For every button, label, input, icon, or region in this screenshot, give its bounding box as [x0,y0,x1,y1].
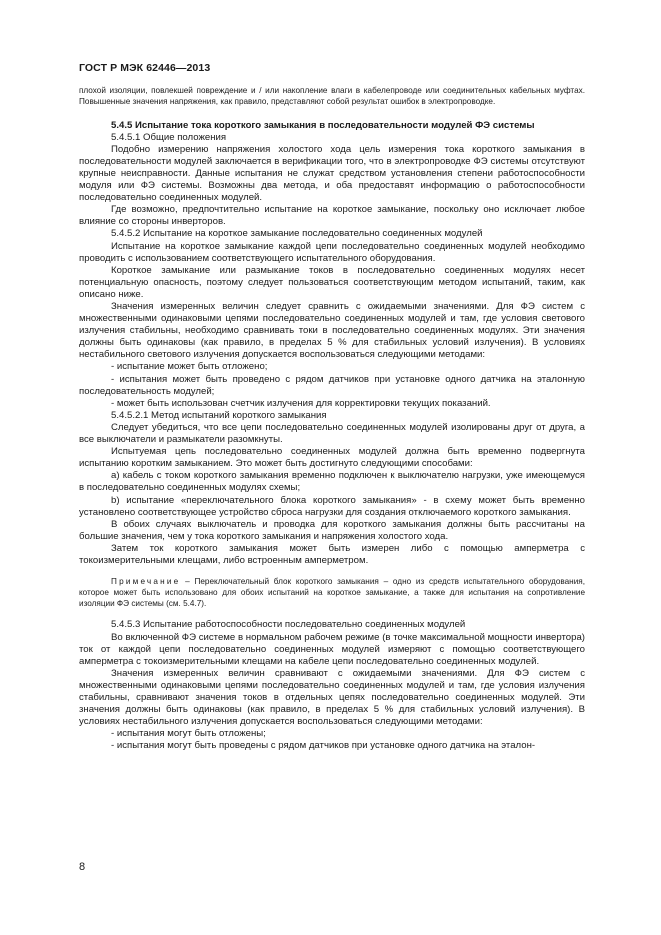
intro-paragraph: плохой изоляции, повлекшей повреждение и / или накопление влаги в кабелепроводе или соединительных кабельных муфтах. Повышенные значения напряжения, как правило, представляют собой результат ошибок в электропроводке. [79,86,585,106]
paragraph: В обоих случаях выключатель и проводка для короткого замыкания должны быть рассчитаны на большие значения, чем у тока короткого замыкания и напряжения холостого хода. [79,518,585,542]
list-item: - испытания может быть проведено с рядом датчиков при установке одного датчика на эталонную последовательность модулей; [79,373,585,397]
list-item-a: а) кабель с током короткого замыкания временно подключен к выключателю нагрузки, уже имеющемуся в последовательно соединенных модулях схемы; [79,470,585,494]
list-item: - испытания могут быть отложены; [111,728,266,740]
paragraph: Короткое замыкание или размыкание токов в последовательно соединенных модулях несет потенциальную опасность, поэтому следует пользоваться соответствующим методом испытаний, таким, как описано ниже. [79,264,585,300]
paragraph: Испытуемая цепь последовательно соединенных модулей должна быть временно подвергнута испытанию коротким замыканием. Это может быть достигнуто следующими способами: [79,446,585,470]
subsection-heading-5-4-5-2: 5.4.5.2 Испытание на короткое замыкание последовательно соединенных модулей [111,228,483,240]
note [79,577,585,609]
subsection-heading-5-4-5-3: 5.4.5.3 Испытание работоспособности последовательно соединенных модулей [111,619,466,631]
document-header: ГОСТ Р МЭК 62446—2013 [79,62,211,74]
list-item: - может быть использован счетчик излучения для корректировки текущих показаний. [111,397,491,409]
paragraph: Во включенной ФЭ системе в нормальном рабочем режиме (в точке максимальной мощности инвертора) ток от каждой цепи последовательно соединенных модулей измеряют с помощью соответствующего амперметра с токоизмерительными клещами на кабеле цепи последовательно соединенных модулей. [79,631,585,667]
list-item: - испытание может быть отложено; [111,361,268,373]
paragraph: Значения измеренных величин сравнивают с ожидаемыми значениями. Для ФЭ систем с множественными одинаковыми цепями последовательно соединенных модулей и там, где условия излучения стабильны, сравнивают значения токов в отдельных цепях последовательно соединенных модулей. Эти значения должны быть одинаковы (как правило, в пределах 5 % для стабильных условий излучения). В условиях нестабильного излучения допускается воспользоваться следующими методами: [79,667,585,728]
note-text: – Переключательный блок короткого замыкания – одно из средств испытательного оборудования, которое может быть использовано для обоих испытаний на короткое замыкание, а также для испытания на сопротивление изоляции ФЭ системы (см. 5.4.7). [79,577,585,608]
paragraph: Испытание на короткое замыкание каждой цепи последовательно соединенных модулей необходимо проводить с использованием соответствующего испытательного оборудования. [79,240,585,264]
subsection-heading-5-4-5-1: 5.4.5.1 Общие положения [111,131,227,143]
paragraph: Значения измеренных величин следует сравнить с ожидаемыми значениями. Для ФЭ систем с множественными одинаковыми цепями последовательно соединенных модулей и там, где условия светового излучения стабильны, необходимо сравнивать токи в последовательно соединенных модулях. Эти значения должны быть одинаковы (как правило, в пределах 5 % для стабильных условий излучения). В условиях нестабильного светового излучения допускается воспользоваться следующими методами: [79,301,585,361]
note-label: Примечание [111,577,181,587]
list-item-b: b) испытание «переключательного блока короткого замыкания» - в схему может быть временно установлено соответствующее устройство сброса нагрузки для создания отключаемого короткого замыкания. [79,494,585,518]
page-body [79,86,585,752]
paragraph: Следует убедиться, что все цепи последовательно соединенных модулей изолированы друг от друга, а все выключатели и размыкатели разомкнуты. [79,421,585,446]
subsection-heading-5-4-5-2-1: 5.4.5.2.1 Метод испытаний короткого замыкания [111,409,327,421]
list-item: - испытания могут быть проведены с рядом датчиков при установке одного датчика на эталон- [111,740,536,752]
page-number: 8 [79,861,86,873]
section-heading-5-4-5: 5.4.5 Испытание тока короткого замыкания в последовательности модулей ФЭ системы [111,119,535,131]
paragraph: Подобно измерению напряжения холостого хода цель измерения тока короткого замыкания в последовательности модулей заключается в верификации того, что в электропроводке ФЭ системы отсутствуют крупные неисправности. Данные испытания не служат средством установления степени работоспособности модуля или ФЭ системы. Возможны два метода, и оба предоставят информацию о работоспособности последовательно соединенных модулей. [79,143,585,204]
paragraph: Где возможно, предпочтительно испытание на короткое замыкание, поскольку оно исключает любое влияние со стороны инверторов. [79,204,585,228]
paragraph: Затем ток короткого замыкания может быть измерен либо с помощью амперметра с токоизмерительными клещами, либо встроенным амперметром. [79,542,585,566]
